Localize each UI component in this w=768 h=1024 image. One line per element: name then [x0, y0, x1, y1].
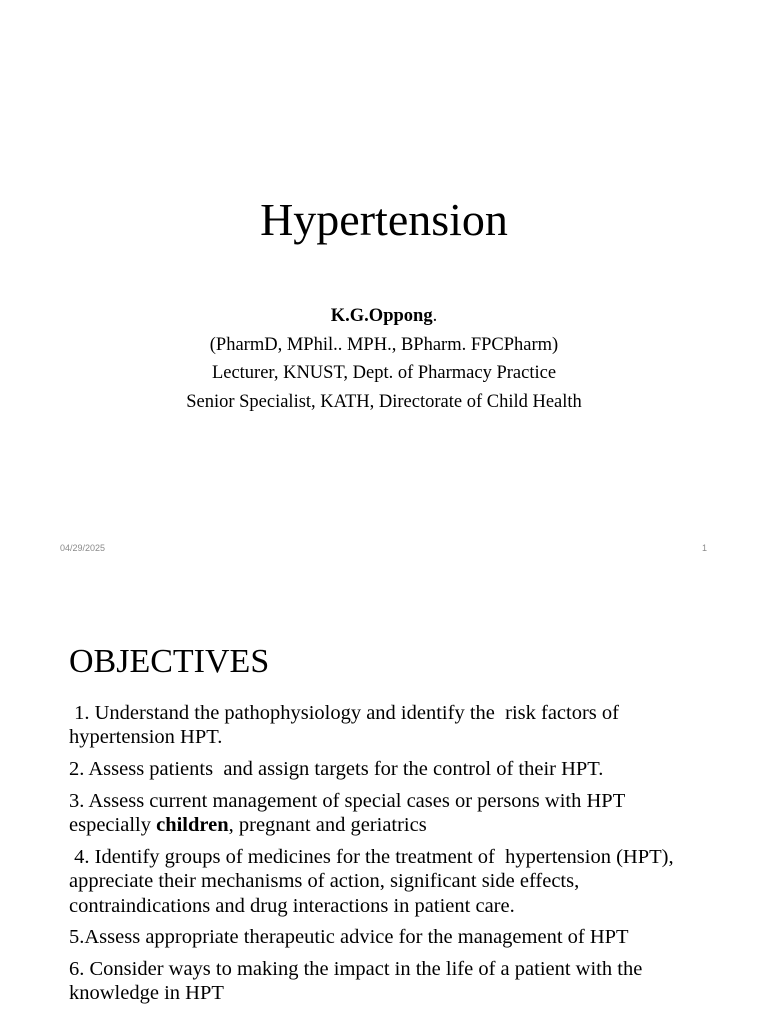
objective-item-3 — [69, 789, 709, 838]
author-role-specialist: Senior Specialist, KATH, Directorate of Child Health — [186, 391, 582, 412]
objective-item-4: 4. Identify groups of medicines for the treatment of hypertension (HPT), appreciate their mechanisms of action, significant side effects, contraindications and drug interactions in patient care. — [69, 845, 679, 917]
slide-footer-date: 04/29/2025 — [60, 543, 106, 553]
objectives-heading: OBJECTIVES — [69, 643, 270, 680]
author-line — [0, 302, 768, 331]
objective-item-5: 5.Assess appropriate therapeutic advice for the management of HPT — [69, 926, 629, 949]
author-credentials: (PharmD, MPhil.. MPH., BPharm. FPCPharm) — [209, 334, 559, 355]
objective-item-3-emphasis: children — [156, 814, 229, 837]
objective-item-6: 6. Consider ways to making the impact in the life of a patient with the knowledge in HPT — [69, 958, 648, 1005]
author-role-lecturer: Lecturer, KNUST, Dept. of Pharmacy Practice — [211, 363, 557, 384]
objective-item-1: 1. Understand the pathophysiology and identify the risk factors of hypertension HPT. — [69, 702, 625, 749]
objective-item-2: 2. Assess patients and assign targets for the control of their HPT. — [69, 758, 604, 781]
author-block — [0, 302, 768, 416]
slide-footer-page-number: 1 — [702, 543, 708, 553]
objective-item-3-tail: , pregnant and geriatrics — [228, 814, 427, 837]
slide-title: Hypertension — [260, 194, 508, 245]
objective-item-3-text: 3. Assess current management of special cases or persons with HPT especially — [69, 789, 630, 837]
author-suffix: . — [432, 306, 438, 326]
objectives-list — [69, 701, 709, 1013]
author-name: K.G.Oppong — [330, 306, 433, 326]
